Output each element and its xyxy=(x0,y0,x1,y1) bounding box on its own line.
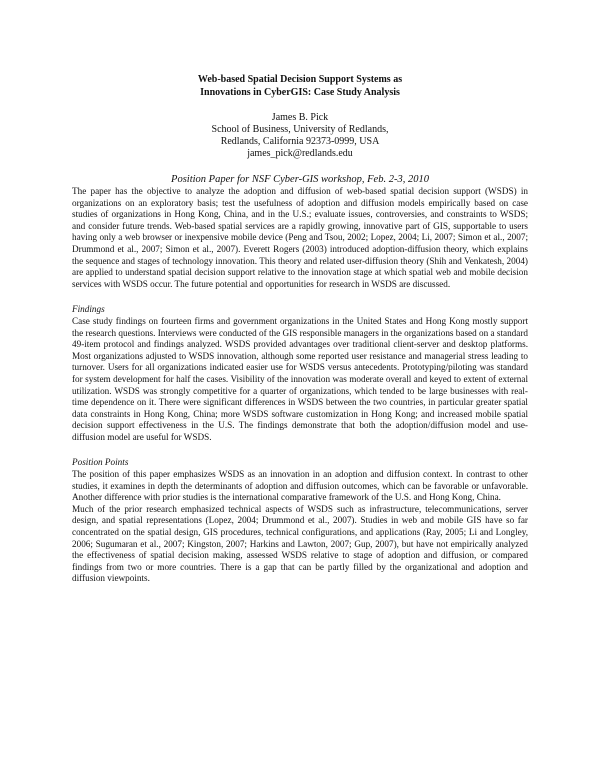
title-line-2: Innovations in CyberGIS: Case Study Analysis xyxy=(200,87,400,98)
abstract-paragraph: The paper has the objective to analyze the adoption and diffusion of web-based spatial decision support (WSDS) in organizations on an exploratory basis; test the usefulness of adoption and diffusion models empirically based on case studies of organizations in Hong Kong, China, and in the U.S.; evaluate issues, controversies, and constraints to WSDS; and consider future trends. Web-based spatial services are a rapidly growing, innovative part of GIS, supportable to users having only a web browser or inexpensive mobile device (Peng and Tsou, 2002; Lopez, 2004; Li, 2007; Simon et al., 2007; Drummond et al., 2007; Simon et al., 2007). Everett Rogers (2003) introduced adoption-diffusion theory, which explains the sequence and stages of technology innovation. This theory and related user-diffusion theory (Shih and Venkatesh, 2004) are applied to understand spatial decision support relative to the innovation stage at which spatial web and mobile decision services with WSDS occur. The future potential and opportunities for research in WSDS are discussed. xyxy=(72,186,528,289)
title-line-1: Web-based Spatial Decision Support Systems as xyxy=(197,74,403,85)
position-points-paragraph-2: Much of the prior research emphasized technical aspects of WSDS such as infrastructure, telecommunications, server design, and spatial representations (Lopez, 2004; Drummond et al., 2007). Studies in web and mobile GIS have so far concentrated on the spatial design, GIS procedures, technical configurations, and applications (Ray, 2005; Li and Longley, 2006; Sugumaran et al., 2007; Kingston, 2007; Harkins and Lawton, 2007; Gup, 2007), but have not empirically analyzed the effectiveness of spatial decision making, assessed WSDS relative to stage of adoption and diffusion, or compared findings from two or more countries. There is a gap that can be partly filled by the organizational and adoption and diffusion viewpoints. xyxy=(72,503,528,584)
author-name: James B. Pick xyxy=(271,112,329,123)
position-points-heading: Position Points xyxy=(72,457,129,468)
author-address: Redlands, California 92373-0999, USA xyxy=(220,136,380,147)
findings-paragraph: Case study findings on fourteen firms and government organizations in the United States and Hong Kong mostly support the research questions. Interviews were conducted of the GIS responsible managers in the organizations based on a standard 49-item protocol and findings analyzed. WSDS provided advantages over traditional client-server and desktop platforms. Most organizations adjusted to WSDS innovation, although some reported user resistance and managerial stress leading to turnover. Users for all organizations indicated easier use for WSDS versus antecedents. Prototyping/piloting was standard for system development for half the cases. Visibility of the innovation was moderate overall and keyed to extent of external utilization. WSDS was strongly competitive for a quarter of organizations, which tended to be large businesses with real-time dependence on it. There were significant differences in WSDS between the two countries, in particular greater spatial data constraints in Hong Kong, China; more WSDS software customization in Hong Kong; and increased mobile spatial decision support effectiveness in the U.S. The findings demonstrate that both the adoption/diffusion model and use-diffusion model are useful for WSDS. xyxy=(72,315,528,442)
position-paper-note: Position Paper for NSF Cyber-GIS workshop, Feb. 2-3, 2010 xyxy=(171,174,429,185)
position-points-paragraph-1: The position of this paper emphasizes WSDS as an innovation in an adoption and diffusion context. In contrast to other studies, it examines in depth the determinants of adoption and diffusion outcomes, which can be favorable or unfavorable. Another difference with prior studies is the international comparative framework of the U.S. and Hong Kong, China. xyxy=(72,469,528,503)
findings-heading: Findings xyxy=(72,304,105,315)
author-block xyxy=(72,112,528,160)
author-email: james_pick@redlands.edu xyxy=(247,148,353,159)
author-affiliation: School of Business, University of Redlands, xyxy=(211,124,389,135)
paper-title xyxy=(72,0,528,99)
